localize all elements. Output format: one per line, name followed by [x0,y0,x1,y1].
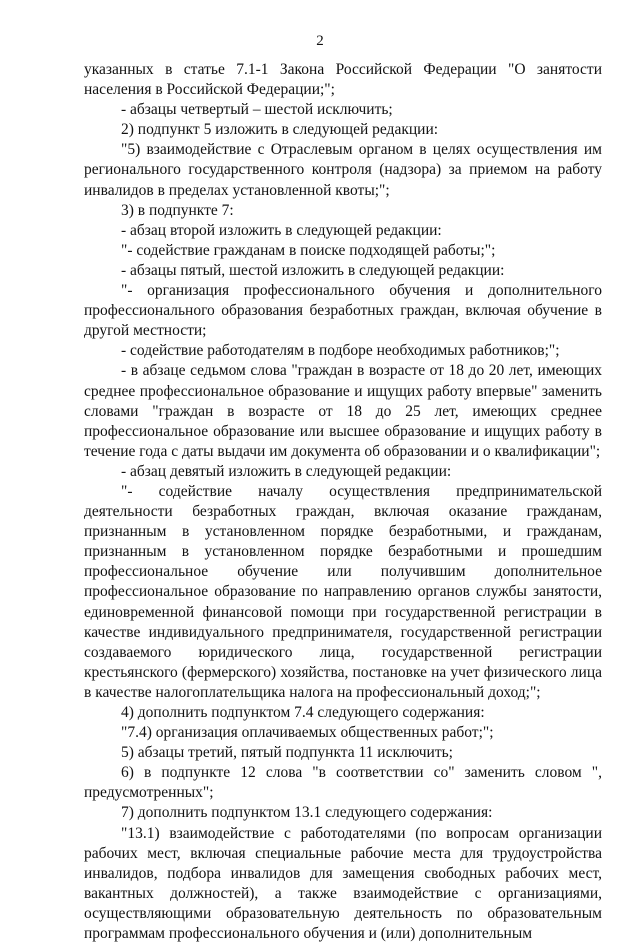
paragraph-18: 7) дополнить подпунктом 13.1 следующего содержания: [121,804,493,822]
paragraph-13: "- содействие началу осуществления предпринимательской деятельности безработных граждан, включая оказание гражданам, признанным в установленном порядке безработными, и гражданам, признанным в установленном порядке безработными и прошедшим профессиональное обучение или получившим дополнительное профессиональное образование по направлению органов службы занятости, единовременной финансовой помощи при государственной регистрации в качестве индивидуального предпринимателя, государственной регистрации создаваемого юридического лица, государственной регистрации крестьянского (фермерского) хозяйства, постановке на учет физического лица в качестве налогоплательщика налога на профессиональный доход;"; [84,482,602,701]
paragraph-9: "- организация профессионального обучения и дополнительного профессионального образования безработных граждан, включая обучение в другой местности; [84,282,602,340]
paragraph-3: 2) подпункт 5 изложить в следующей редакции: [121,121,439,139]
paragraph-8: - абзацы пятый, шестой изложить в следующей редакции: [121,261,505,279]
paragraph-11: - в абзаце седьмом слова "граждан в возрасте от 18 до 20 лет, имеющих среднее профессиональное образование и ищущих работу впервые" заменить словами "граждан в возрасте от 18 до 25 лет, имеющих среднее профессиональное образование или высшее образование и ищущих работу в течение года с даты выдачи им документа об образовании и о квалификации"; [84,362,602,460]
paragraph-2: - абзацы четвертый – шестой исключить; [121,101,393,119]
page-number: 2 [316,33,324,49]
paragraph-16: 5) абзацы третий, пятый подпункта 11 исключить; [121,744,453,762]
paragraph-17: 6) в подпункте 12 слова "в соответствии со" заменить словом ", предусмотренных"; [84,764,602,802]
paragraph-4: "5) взаимодействие с Отраслевым органом в целях осуществления им регионального государственного контроля (надзора) за приемом на работу инвалидов в пределах установленной квоты;"; [84,141,602,199]
paragraph-10: - содействие работодателям в подборе необходимых работников;"; [121,342,560,360]
document-body [84,60,602,944]
paragraph-7: "- содействие гражданам в поиске подходящей работы;"; [121,241,496,259]
paragraph-15: "7.4) организация оплачиваемых общественных работ;"; [121,724,494,742]
paragraph-12: - абзац девятый изложить в следующей редакции: [121,462,452,480]
paragraph-1: указанных в статье 7.1-1 Закона Российской Федерации "О занятости населения в Российской Федерации;"; [84,61,602,99]
paragraph-14: 4) дополнить подпунктом 7.4 следующего содержания: [121,704,485,721]
paragraph-19: "13.1) взаимодействие с работодателями (по вопросам организации рабочих мест, включая специальные рабочие места для трудоустройства инвалидов, подбора инвалидов для замещения свободных рабочих мест, вакантных должностей), а также взаимодействие с организациями, осуществляющими образовательную деятельность по образовательным программам профессионального обучения и (или) дополнительным [84,824,602,943]
paragraph-5: 3) в подпункте 7: [121,201,234,219]
paragraph-6: - абзац второй изложить в следующей редакции: [121,221,442,239]
